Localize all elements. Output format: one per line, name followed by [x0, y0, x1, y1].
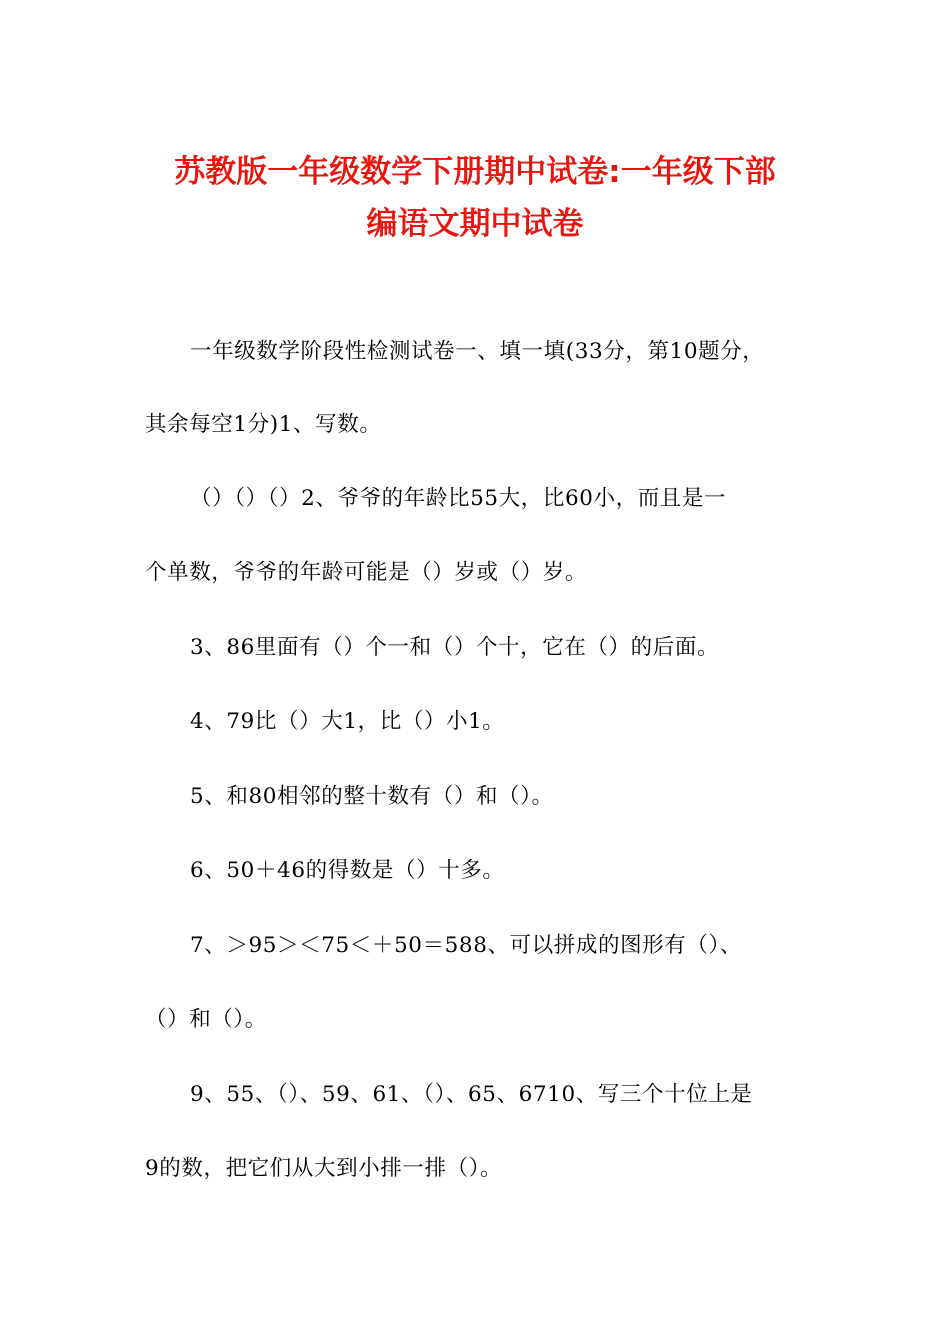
- body-line-11: 9、55、（）、59、61、（）、65、6710、写三个十位上是: [190, 1082, 753, 1107]
- body-line-8: 6、50＋46的得数是（）十多。: [190, 858, 505, 883]
- body-line-2: 其余每空1分)1、写数。: [145, 412, 382, 437]
- body-line-3: （）（）（）2、爷爷的年龄比55大，比60小，而且是一: [190, 486, 727, 511]
- body-line-4: 个单数，爷爷的年龄可能是（）岁或（）岁。: [145, 560, 588, 585]
- title-line-1: 苏教版一年级数学下册期中试卷:一年级下部: [174, 154, 776, 190]
- body-line-7: 5、和80相邻的整十数有（）和（）。: [190, 784, 554, 809]
- body-line-9: 7、＞95＞＜75＜＋50＝588、可以拼成的图形有（）、: [190, 933, 742, 958]
- title-line-2: 编语文期中试卷: [366, 206, 584, 242]
- body-line-12: 9的数，把它们从大到小排一排（）。: [145, 1156, 503, 1181]
- body-line-6: 4、79比（）大1，比（）小1。: [190, 709, 505, 734]
- body-line-5: 3、86里面有（）个一和（）个十，它在（）的后面。: [190, 635, 720, 660]
- body-line-1: 一年级数学阶段性检测试卷一、填一填(33分，第10题分，: [190, 339, 765, 364]
- body-line-10: （）和（）。: [145, 1007, 267, 1032]
- document-title: [100, 146, 850, 250]
